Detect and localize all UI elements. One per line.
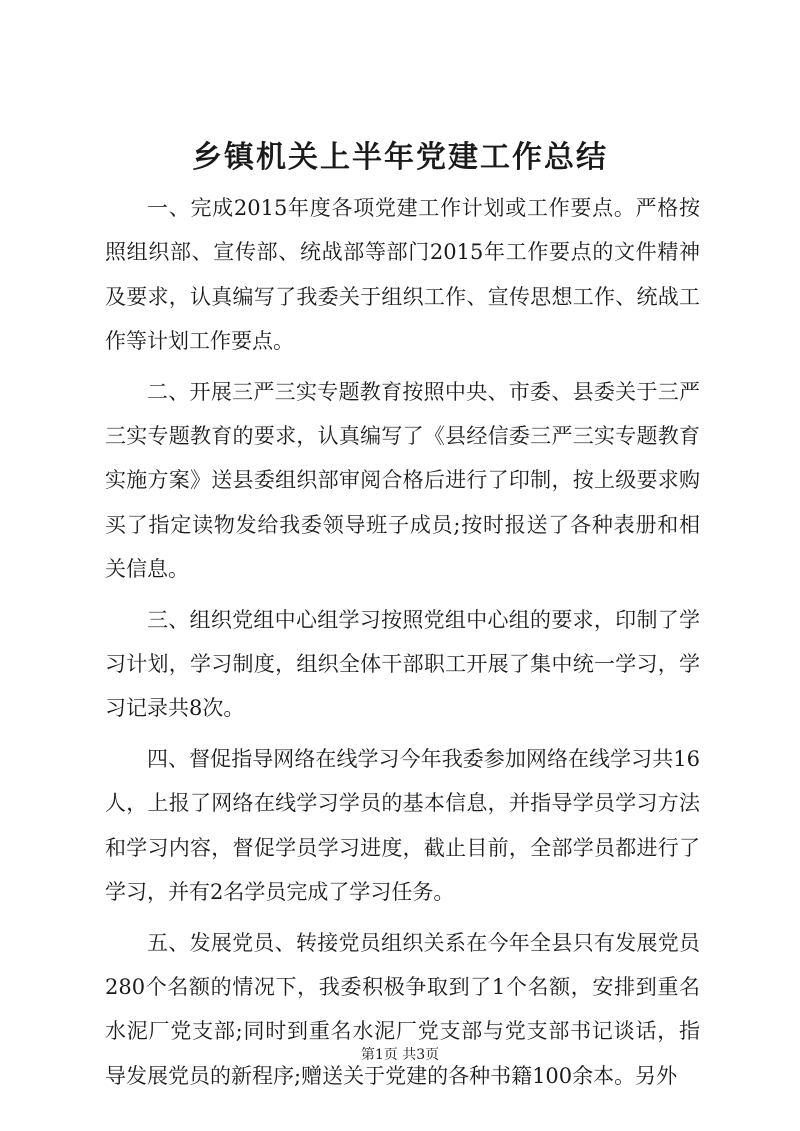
paragraph-3: 三、组织党组中心组学习按照党组中心组的要求，印制了学习计划，学习制度，组织全体干部职工开展了集中统一学习，学习记录共8次。	[105, 607, 700, 721]
paragraph-4: 四、督促指导网络在线学习今年我委参加网络在线学习共16人，上报了网络在线学习学员的基本信息，并指导学员学习方法和学习内容，督促学员学习进度，截止目前，全部学员都进行了学习，并有2名学员完成了学习任务。	[105, 746, 700, 905]
paragraph-1: 一、完成2015年度各项党建工作计划或工作要点。严格按照组织部、宣传部、统战部等部门2015年工作要点的文件精神及要求，认真编写了我委关于组织工作、宣传思想工作、统战工作等计划工作要点。	[105, 196, 700, 354]
paragraph-5: 五、发展党员、转接党员组织关系在今年全县只有发展党员280个名额的情况下，我委积极争取到了1个名额，安排到重名水泥厂党支部;同时到重名水泥厂党支部与党支部书记谈话，指导发展党员的新程序;赠送关于党建的各种书籍100余本。另外	[105, 930, 700, 1088]
document-title: 乡镇机关上半年党建工作总结	[192, 140, 608, 175]
document-body	[105, 186, 700, 1104]
paragraph-2: 二、开展三严三实专题教育按照中央、市委、县委关于三严三实专题教育的要求，认真编写了《县经信委三严三实专题教育实施方案》送县委组织部审阅合格后进行了印制，按上级要求购买了指定读物发给我委领导班子成员;按时报送了各种表册和相关信息。	[105, 379, 700, 582]
page-footer: 第1页 共3页	[360, 1047, 440, 1063]
